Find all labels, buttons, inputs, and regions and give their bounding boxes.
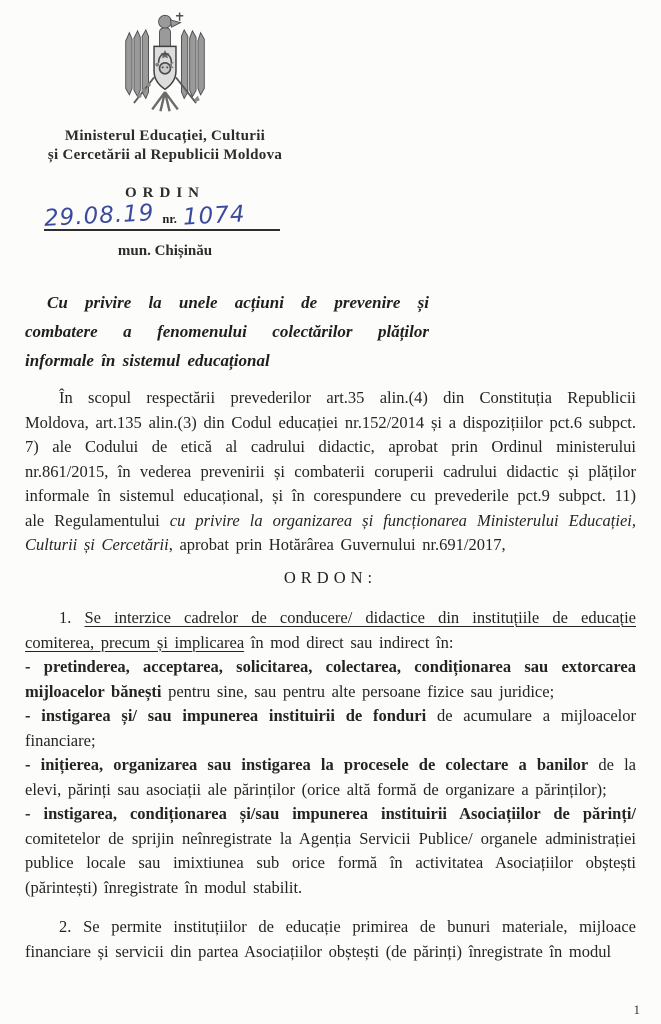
city-label: mun. Chișinău	[117, 243, 213, 259]
ministry-name	[0, 127, 330, 165]
moldova-coat-of-arms-icon	[119, 8, 211, 114]
item-1-underlined-text: Se interzice cadrelor de conducere/ didactice din instituțiile de educație comiterea, precum și implicarea	[25, 608, 636, 652]
preamble-text-2: , aprobat prin Hotărârea Guvernului nr.691/2017,	[168, 535, 506, 554]
document-title: Cu privire la unele acțiuni de prevenire și combatere a fenomenului colectărilor plăților informale în sistemul educațional	[25, 293, 429, 370]
handwritten-order-number: 1074	[182, 201, 247, 231]
ordon-heading: ORDON:	[283, 567, 378, 587]
preamble-paragraph	[25, 386, 636, 558]
bullet-2-rest: de acumulare a mijloacelor financiare;	[25, 706, 636, 750]
bullet-3-bold: - inițierea, organizarea sau instigarea la procesele de colectare a banilor	[25, 755, 589, 774]
bullet-3-rest: de la elevi, părinți sau asociații ale părinților (orice altă formă de organizare a părinților);	[25, 755, 636, 799]
bullet-1-bold: - pretinderea, acceptarea, solicitarea, colectarea, condiționarea sau extorcarea mijloacelor bănești	[25, 657, 636, 701]
document-body	[25, 386, 636, 964]
item-1-number: 1.	[59, 608, 85, 627]
item-1-rest: în mod direct sau indirect în:	[244, 632, 454, 652]
document-header	[0, 8, 330, 260]
order-date-number-line	[43, 200, 280, 232]
preamble-italic-regulation-title: cu privire la organizarea și funcționarea Ministerului Educației, Culturii și Cercetării	[25, 510, 636, 554]
prohibition-bullet	[25, 802, 636, 900]
ministry-name-line1: Ministerul Educației, Culturii	[64, 128, 266, 144]
ministry-name-line2: și Cercetării al Republicii Moldova	[47, 147, 283, 163]
order-heading: ORDIN	[124, 185, 205, 201]
handwritten-date: 29.08.19	[43, 200, 156, 232]
bullet-4-rest: comitetelor de sprijin neînregistrate la Agenția Servicii Publice/ organele administrației publice locale sau imixtiunea sub orice formă în activitatea Asociațiilor obștești (părintești) înregistrate în modul stabilit.	[25, 828, 636, 897]
prohibition-bullet	[25, 704, 636, 753]
prohibition-bullet	[25, 655, 636, 704]
bullet-2-bold: - instigarea și/ sau impunerea instituirii de fonduri	[25, 706, 427, 725]
prohibition-bullet	[25, 753, 636, 802]
bullet-4-bold: - instigarea, condiționarea și/sau impunerea instituirii Asociațiilor de părinți/	[25, 804, 636, 823]
nr-label: nr.	[162, 212, 177, 226]
preamble-text-1: În scopul respectării prevederilor art.35 alin.(4) din Constituția Republicii Moldova, art.135 alin.(3) din Codul educației nr.152/2014 și a dispozițiilor pct.6 subpct. 7) ale Codului de etică al cadrului didactic, aprobat prin Ordinul ministerului nr.861/2015, în vederea prevenirii și combaterii coruperii cadrului didactic și plăților informale în sistemul educațional, și în corespundere cu prevederile pct.9 subpct. 11) ale Regulamentului	[25, 388, 636, 530]
bullet-1-rest: pentru sine, sau pentru alte persoane fizice sau juridice;	[161, 681, 555, 701]
order-item-1	[25, 606, 636, 655]
page-number: 1	[633, 1002, 640, 1017]
order-item-2: 2. Se permite instituțiilor de educație primirea de bunuri materiale, mijloace financiare și servicii din partea Asociațiilor obștești (de părinți) înregistrate în modul	[25, 917, 636, 961]
